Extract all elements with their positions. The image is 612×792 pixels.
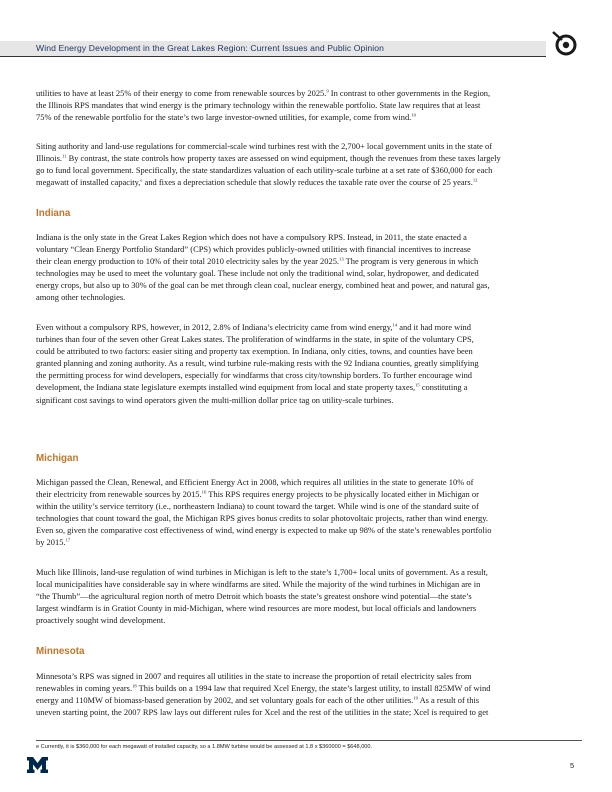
running-header-title: Wind Energy Development in the Great Lakes Region: Current Issues and Public Opinion	[36, 43, 385, 53]
text-line: utilities to have at least 25% of their energy to come from renewable sources by 2025.$^9$ In contrast to other governments in the Region,	[36, 88, 491, 98]
footnote-reference: 17	[65, 537, 71, 543]
footnote-reference: e	[140, 177, 143, 183]
text-line: their electricity from renewable sources by 2015.16 This RPS requires energy projects to be physically located either in Michigan or	[36, 489, 479, 500]
text-line: Even so, given the comparative cost effectiveness of wind, wind energy is expected to make up 98% of the state’s renewables portfolio	[36, 525, 492, 536]
text-line: largest windfarm is in Gratiot County in mid-Michigan, where wind resources are more modest, but local officials and landowners	[36, 603, 477, 614]
text-line: renewables in coming years.$^{18}$ This builds on a 1994 law that required Xcel Energy, the state’s largest utility, to install 825MW of wind	[36, 683, 491, 694]
paragraph-indiana-cps	[36, 231, 582, 304]
text-line: Indiana is the only state in the Great Lakes Region which does not have a compulsory RPS. Instead, in 2011, the state enacted a	[36, 232, 467, 242]
footnote-reference: 10	[411, 112, 416, 118]
text-line: the Illinois RPS mandates that wind energy is the primary technology within the renewable portfolio. State law requires that at least	[36, 100, 481, 111]
footnote-reference: 9	[326, 88, 329, 94]
footnote-divider	[36, 740, 582, 741]
university-block-m-logo	[27, 757, 48, 773]
section-heading-minnesota: Minnesota	[36, 646, 85, 657]
paragraph-illinois-rps	[36, 87, 582, 123]
text-line: uneven starting point, the 2007 RPS law lays out different rules for Xcel and the rest of the utilities in the state; Xcel is required to get	[36, 707, 489, 718]
text-line: Much like Illinois, land-use regulation of wind turbines in Michigan is left to the state’s 1,700+ local units of government. As a result,	[36, 567, 488, 577]
text-line: Illinois.$^{11}$ By contrast, the state controls how property taxes are assessed on wind equipment, though the revenues from these taxes largely	[36, 153, 501, 164]
text-line: go to fund local government. Specifically, the state standardizes valuation of each utility-scale turbine at a set rate of $360,000 for each	[36, 165, 493, 176]
text-line: significant cost savings to wind operators given the multi-million dollar price tag on utility-scale turbines.	[36, 394, 394, 405]
text-line: could be attributed to two factors: easier siting and property tax exemption. In Indiana, only cities, towns, and counties have been	[36, 346, 473, 357]
text-line: megawatt of installed capacity,$^e$ and fixes a depreciation schedule that slowly reduces the taxable rate over the course of 25 years.$^{12}$	[36, 177, 478, 188]
section-heading-michigan: Michigan	[36, 453, 79, 464]
footnote-reference: 14	[392, 322, 398, 328]
footnote-reference: 12	[472, 177, 478, 183]
text-line: granted planning and zoning authority. As a result, wind turbine rule-making rests with the 92 Indiana counties, greatly simplifying	[36, 358, 479, 369]
footnote-reference: 13	[339, 256, 344, 262]
section-heading-indiana: Indiana	[36, 208, 71, 219]
text-line: voluntary “Clean Energy Portfolio Standard” (CPS) which provides publicly-owned utilities with financial incentives to increase	[36, 244, 471, 255]
paragraph-indiana-wind	[36, 321, 582, 406]
text-line: turbines than four of the seven other Great Lakes states. The proliferation of windfarms in the state, in spite of the voluntary CPS,	[36, 334, 474, 345]
footnote-reference: 19	[413, 695, 418, 701]
text-line: energy crops, but also up to 30% of the goal can be met through clean coal, nuclear energy, combined heat and power, and natural gas,	[36, 280, 490, 291]
text-line: local municipalities have considerable say in where windfarms are sited. While the majority of the wind turbines in Michigan are in	[36, 579, 481, 590]
header-divider	[0, 56, 546, 57]
text-line: Minnesota’s RPS was signed in 2007 and requires all utilities in the state to increase the proportion of retail electricity sales from	[36, 671, 472, 681]
text-line: “the Thumb”—the agricultural region north of metro Detroit which boasts the state’s greatest onshore wind potential—the state’s	[36, 591, 472, 602]
footnote-reference: 16	[201, 489, 207, 495]
footnote-reference: 18	[132, 683, 137, 689]
text-line: their clean energy production to 10% of their total 2010 electricity sales by the year 2025.13 The program is very generous in which	[36, 256, 479, 267]
text-line: within the utility’s service territory (i.e., northeastern Indiana) to count toward the target. While wind is one of the standard suite of	[36, 501, 479, 512]
paragraph-michigan-landuse	[36, 566, 582, 626]
paragraph-minnesota-rps	[36, 670, 582, 718]
text-line: Even without a compulsory RPS, however, in 2012, 2.8% of Indiana’s electricity came from wind energy,$^{14}$ and it had more wind	[36, 322, 471, 332]
text-line: proactively sought wind development.	[36, 615, 166, 626]
footnote-reference: 11	[62, 153, 67, 159]
text-line: by 2015.17	[36, 537, 71, 548]
target-logo-icon	[550, 30, 580, 56]
text-line: 75% of the renewable portfolio for the state’s two large investor-owned utilities, for example, come from wind.$^{10}$	[36, 112, 416, 123]
text-line: energy and 110MW of biomass-based generation by 2002, and set voluntary goals for each of the other utilities.$^{19}$ As a result of this	[36, 695, 480, 706]
text-line: development, the Indiana state legislature exempts installed wind equipment from local and state property taxes,$^{15}$ constituting a	[36, 382, 468, 393]
paragraph-illinois-siting	[36, 140, 582, 188]
footnote-reference: 15	[415, 382, 420, 388]
text-line: Siting authority and land-use regulations for commercial-scale wind turbines rest with the 2,700+ local government units in the state of	[36, 141, 493, 151]
footnote-e: e Currently, it is $360,000 for each megawatt of installed capacity, so a 1.8MW turbine would be assessed at 1.8 x $360000 = $648,000.	[36, 744, 373, 750]
paragraph-michigan-rps	[36, 476, 582, 549]
text-line: technologies may be used to meet the voluntary goal. These include not only the traditional wind, solar, hydropower, and dedicated	[36, 268, 479, 279]
text-line: Michigan passed the Clean, Renewal, and Efficient Energy Act in 2008, which requires all utilities in the state to generate 10% of	[36, 477, 474, 487]
text-line: technologies that count toward the goal, the Michigan RPS gives bonus credits to solar photovoltaic projects, rather than wind energy.	[36, 513, 489, 524]
text-line: among other technologies.	[36, 292, 126, 303]
page-number: 5	[570, 761, 575, 770]
text-line: the permitting process for wind developers, especially for windfarms that cross city/township borders. To further encourage wind	[36, 370, 473, 381]
